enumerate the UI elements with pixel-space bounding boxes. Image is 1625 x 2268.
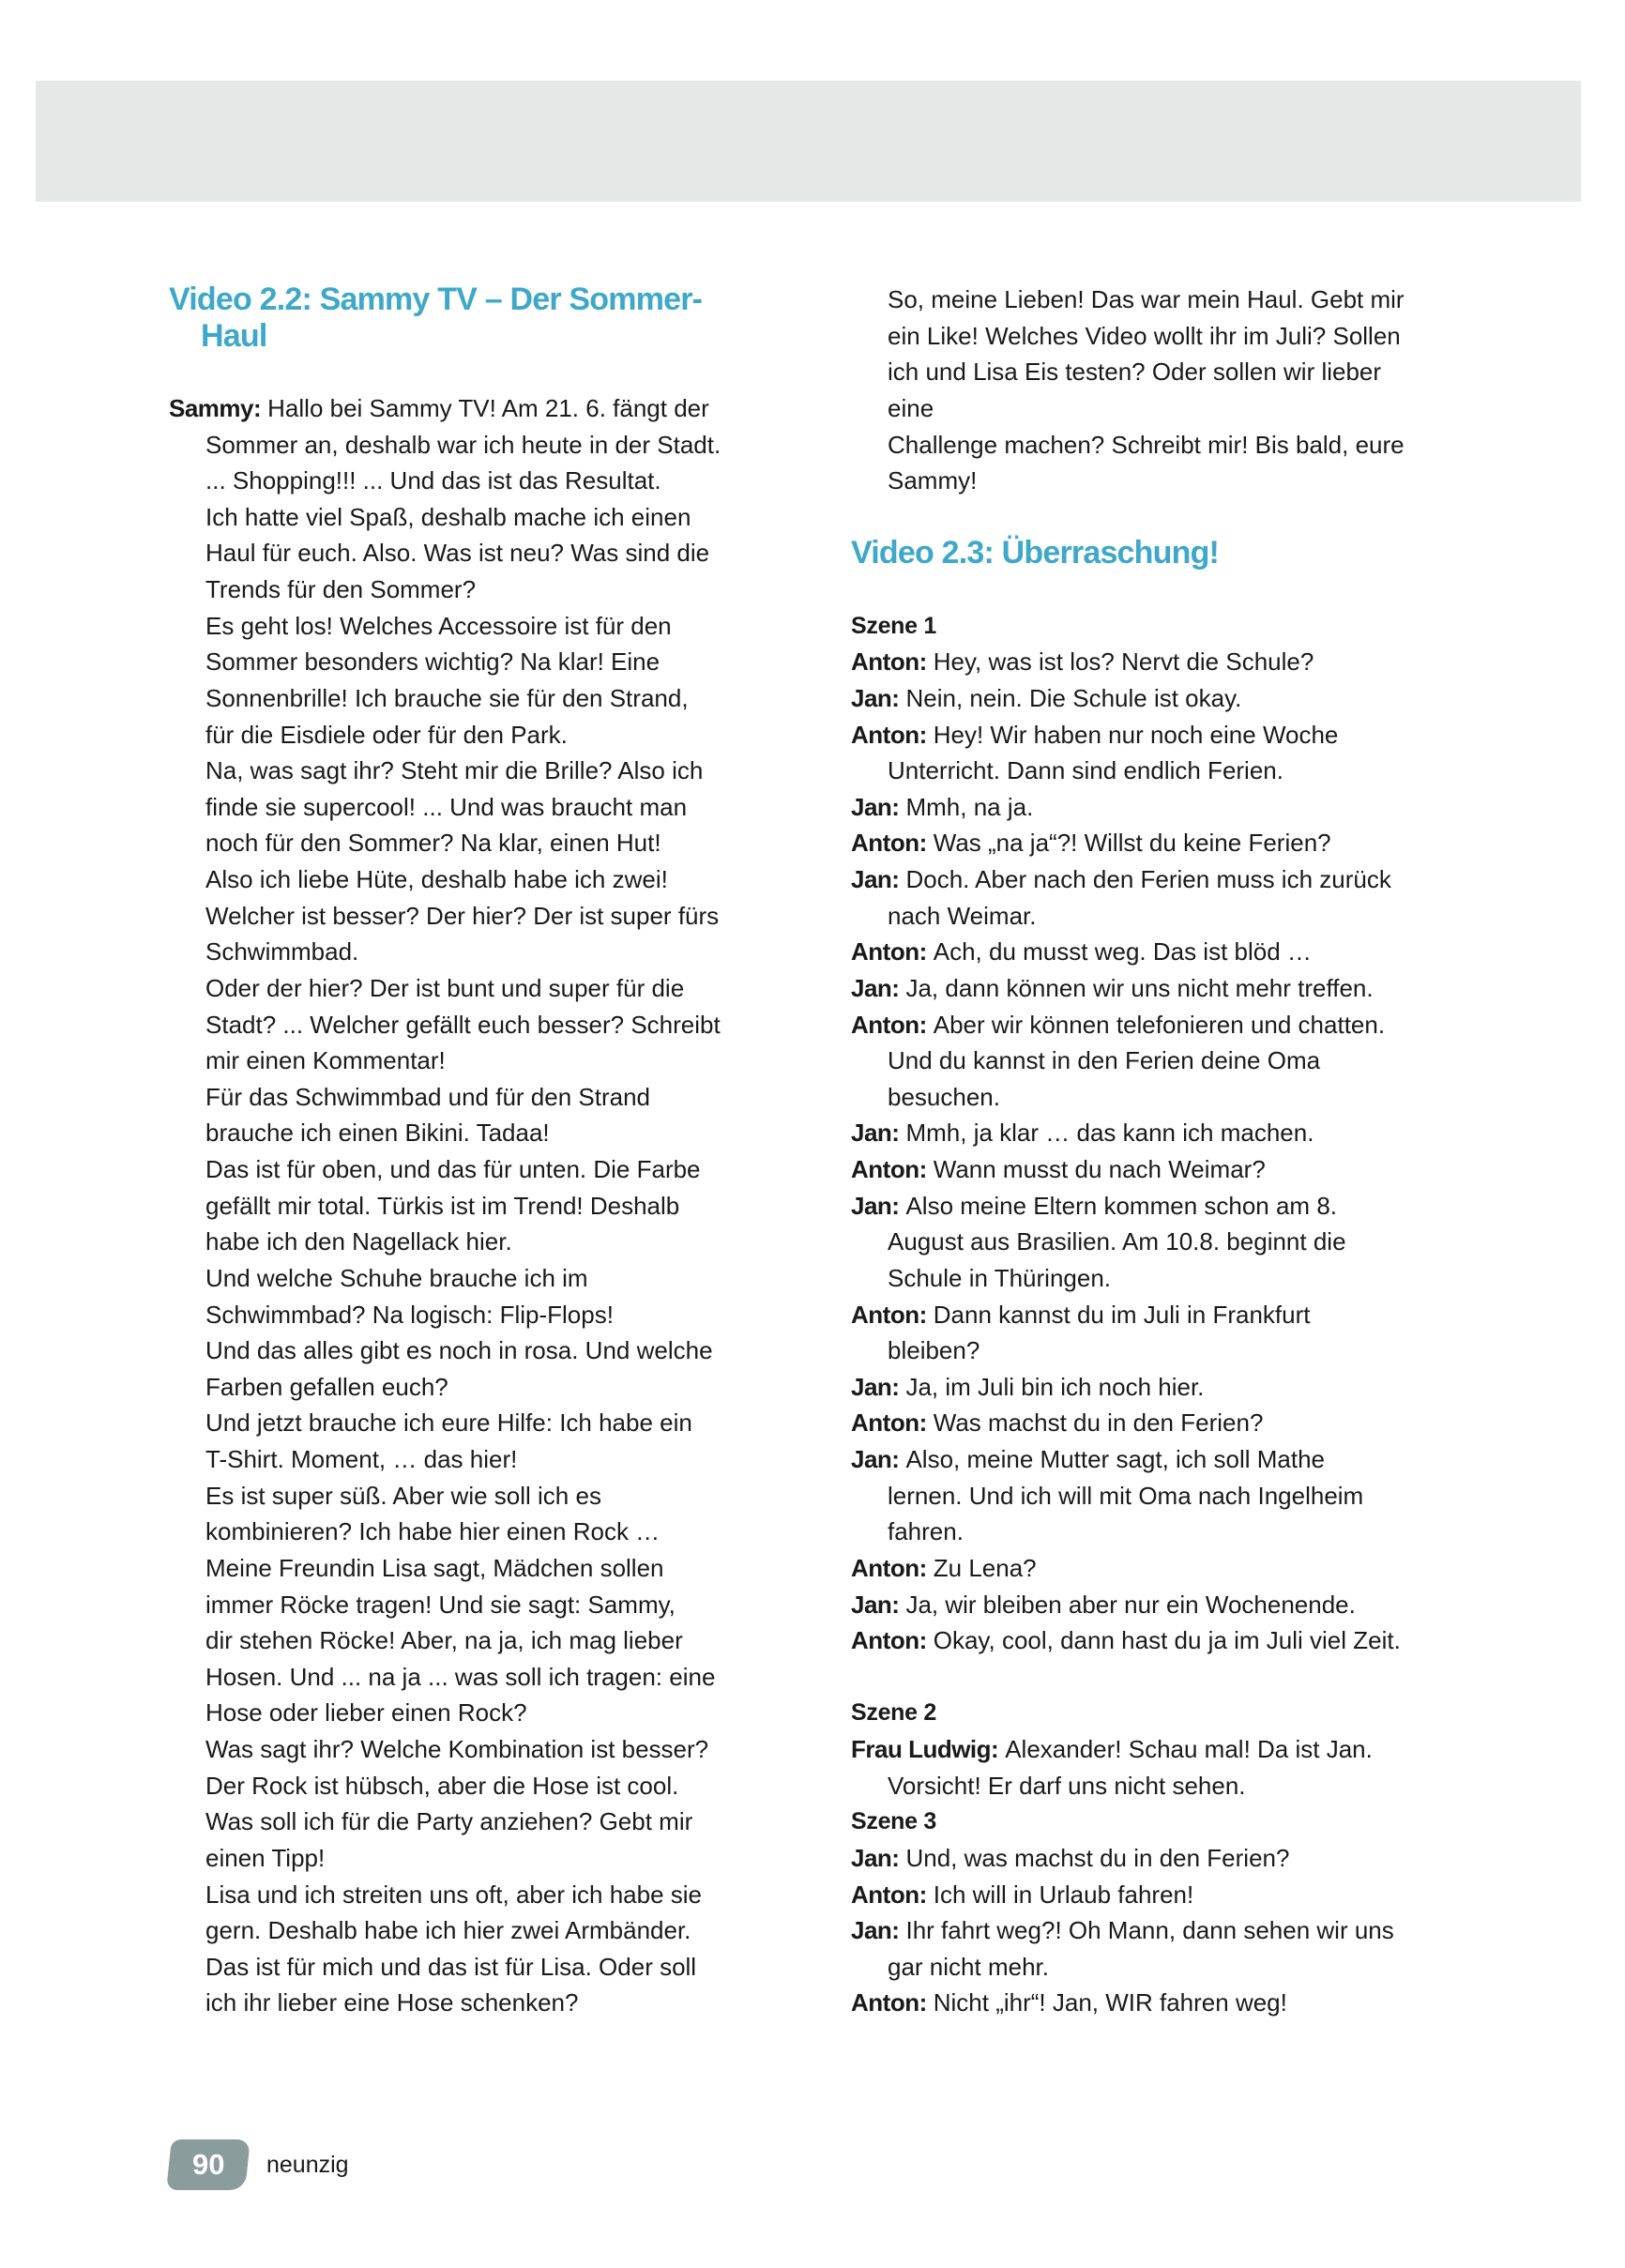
dialogue-line (851, 1622, 1470, 1659)
dialogue-line (851, 1151, 1470, 1188)
dialogue-text: noch für den Sommer? Na klar, einen Hut! (205, 829, 661, 858)
dialogue-line (851, 1550, 1470, 1587)
dialogue-line (169, 753, 788, 789)
dialogue-line (169, 1224, 788, 1260)
dialogue-line (169, 717, 788, 753)
dialogue-text: Es geht los! Welches Accessoire ist für den (205, 611, 672, 640)
dialogue-text: finde sie supercool! ... Und was braucht man (205, 792, 688, 821)
dialogue-line (851, 970, 1470, 1007)
dialogue-line (169, 789, 788, 826)
spacer (851, 571, 1470, 608)
dialogue-text: nach Weimar. (888, 901, 1037, 930)
dialogue-text: Challenge machen? Schreibt mir! Bis bald, eure (888, 430, 1405, 459)
dialogue-line (169, 898, 788, 935)
dialogue-line (851, 1877, 1470, 1913)
dialogue-text: gar nicht mehr. (888, 1952, 1049, 1981)
dialogue-line (169, 427, 788, 464)
dialogue-text: Hose oder lieber einen Rock? (205, 1698, 527, 1728)
dialogue-line (169, 1840, 788, 1877)
spacer (851, 499, 1470, 536)
dialogue-text: Wann musst du nach Weimar? (933, 1155, 1266, 1183)
section-heading-text: Video 2.3: Überraschung! (851, 535, 1220, 571)
dialogue-line (169, 1659, 788, 1696)
dialogue-line (169, 1695, 788, 1731)
speaker-name: Anton: (851, 1010, 927, 1039)
speaker-name: Jan: (851, 1372, 900, 1401)
dialogue-text: Das ist für mich und das ist für Lisa. Oder soll (205, 1952, 697, 1981)
dialogue-text: Was soll ich für die Party anziehen? Gebt mir (205, 1807, 693, 1836)
dialogue-text: Ach, du musst weg. Das ist blöd … (933, 937, 1312, 967)
dialogue-line (851, 1332, 1470, 1369)
speaker-name: Jan: (851, 865, 900, 893)
speaker-name: Anton: (851, 1553, 927, 1582)
dialogue-text: Was sagt ihr? Welche Kombination ist besser? (205, 1735, 709, 1763)
dialogue-line (851, 1224, 1470, 1260)
dialogue-text: Es ist super süß. Aber wie soll ich es (205, 1481, 601, 1510)
right-column (851, 282, 1470, 2021)
dialogue-text: Aber wir können telefonieren und chatten. (933, 1010, 1386, 1039)
dialogue-line (169, 571, 788, 608)
dialogue-line (851, 717, 1470, 753)
dialogue-line (169, 1079, 788, 1116)
dialogue-text: Und das alles gibt es noch in rosa. Und welche (205, 1336, 713, 1365)
dialogue-line (851, 463, 1470, 499)
dialogue-text: Also meine Eltern kommen schon am 8. (905, 1191, 1338, 1220)
scene-title (851, 608, 1470, 645)
dialogue-line (169, 1405, 788, 1441)
dialogue-text: Mmh, ja klar … das kann ich machen. (905, 1119, 1314, 1148)
dialogue-line (851, 1768, 1470, 1804)
dialogue-text: Zu Lena? (933, 1553, 1037, 1582)
dialogue-text: bleiben? (888, 1336, 980, 1365)
dialogue-text: ich und Lisa Eis testen? Oder sollen wir lieber (888, 358, 1382, 387)
dialogue-text: ein Like! Welches Video wollt ihr im Juli? Sollen (888, 321, 1401, 350)
dialogue-line (169, 1912, 788, 1949)
dialogue-line (851, 1985, 1470, 2021)
page-number-badge (166, 2139, 251, 2190)
dialogue-text: Oder der hier? Der ist bunt und super für die (205, 973, 685, 1002)
speaker-name: Sammy: (169, 393, 262, 422)
dialogue-line (851, 1840, 1470, 1877)
dialogue-text: Und, was machst du in den Ferien? (905, 1843, 1290, 1872)
speaker-name: Jan: (851, 1916, 900, 1945)
dialogue-text: Also, meine Mutter sagt, ich soll Mathe (905, 1445, 1325, 1473)
scene-title-text: Szene 2 (851, 1699, 937, 1727)
speaker-name: Anton: (851, 1880, 927, 1909)
dialogue-text: Ich hatte viel Spaß, deshalb mache ich einen (205, 502, 691, 531)
dialogue-text: Ihr fahrt weg?! Oh Mann, dann sehen wir uns (905, 1916, 1394, 1945)
dialogue-line (851, 1587, 1470, 1623)
dialogue-text: Okay, cool, dann hast du ja im Juli viel Zeit. (933, 1626, 1401, 1655)
dialogue-text: Ich will in Urlaub fahren! (933, 1880, 1194, 1909)
dialogue-text: Schwimmbad? Na logisch: Flip-Flops! (205, 1300, 614, 1329)
dialogue-text: Hey! Wir haben nur noch eine Woche (933, 720, 1339, 749)
page-number-word: neunzig (266, 2151, 349, 2178)
dialogue-line (169, 1877, 788, 1913)
dialogue-text: ... Shopping!!! ... Und das ist das Resultat. (205, 466, 661, 495)
dialogue-text: Sommer an, deshalb war ich heute in der Stadt. (205, 430, 721, 459)
dialogue-line (851, 1731, 1470, 1768)
speaker-name: Anton: (851, 1155, 927, 1183)
section-heading (851, 535, 1470, 571)
dialogue-line (851, 644, 1470, 680)
speaker-name: Anton: (851, 829, 927, 858)
dialogue-line (169, 1731, 788, 1768)
dialogue-line (169, 1441, 788, 1478)
dialogue-line (169, 1985, 788, 2021)
dialogue-line (169, 970, 788, 1007)
dialogue-text: Ja, wir bleiben aber nur ein Wochenende. (905, 1590, 1356, 1619)
dialogue-line (851, 282, 1470, 318)
dialogue-text: Welcher ist besser? Der hier? Der ist super fürs (205, 901, 720, 930)
dialogue-line (851, 1297, 1470, 1333)
dialogue-line (851, 1115, 1470, 1151)
section-heading-line (169, 318, 788, 355)
dialogue-line (169, 861, 788, 898)
dialogue-line (851, 898, 1470, 935)
speaker-name: Anton: (851, 720, 927, 749)
scene-title (851, 1695, 1470, 1731)
dialogue-text: ich ihr lieber eine Hose schenken? (205, 1988, 579, 2017)
dialogue-line (169, 1622, 788, 1659)
dialogue-text: Was „na ja“?! Willst du keine Ferien? (933, 829, 1331, 858)
scene-title-text: Szene 1 (851, 612, 937, 639)
page-number: 90 (191, 2148, 225, 2181)
dialogue-text: Mmh, na ja. (905, 792, 1034, 821)
dialogue-line (851, 1007, 1470, 1043)
dialogue-text: Farben gefallen euch? (205, 1372, 448, 1401)
dialogue-line (851, 1514, 1470, 1550)
speaker-name: Anton: (851, 1300, 927, 1329)
speaker-name: Jan: (851, 792, 900, 821)
dialogue-line (851, 1043, 1470, 1079)
dialogue-text: kombinieren? Ich habe hier einen Rock … (205, 1517, 661, 1546)
dialogue-text: Unterricht. Dann sind endlich Ferien. (888, 756, 1283, 785)
dialogue-line (851, 1260, 1470, 1297)
dialogue-line (851, 1369, 1470, 1406)
dialogue-text: Nicht „ihr“! Jan, WIR fahren weg! (933, 1988, 1287, 2017)
dialogue-line (851, 861, 1470, 898)
dialogue-line (851, 1079, 1470, 1116)
dialogue-line (169, 1804, 788, 1840)
dialogue-text: fahren. (888, 1517, 964, 1546)
dialogue-text: immer Röcke tragen! Und sie sagt: Sammy, (205, 1590, 676, 1619)
dialogue-text: besuchen. (888, 1082, 1000, 1111)
section-heading-text: Haul (201, 317, 267, 354)
dialogue-text: Haul für euch. Also. Was ist neu? Was sind die (205, 539, 710, 568)
section-heading-line (169, 282, 788, 318)
dialogue-text: Der Rock ist hübsch, aber die Hose ist cool. (205, 1771, 679, 1800)
dialogue-line (169, 463, 788, 499)
left-column (169, 282, 788, 2021)
dialogue-text: Trends für den Sommer? (205, 575, 477, 603)
dialogue-line (169, 1369, 788, 1406)
dialogue-text: Und du kannst in den Ferien deine Oma (888, 1046, 1321, 1075)
speaker-name: Anton: (851, 937, 927, 967)
dialogue-text: Sonnenbrille! Ich brauche sie für den Strand, (205, 683, 689, 712)
dialogue-line (851, 427, 1470, 464)
header-band (36, 81, 1581, 202)
dialogue-line (169, 499, 788, 536)
dialogue-line (169, 1550, 788, 1587)
dialogue-text: einen Tipp! (205, 1843, 326, 1872)
dialogue-line (169, 1514, 788, 1550)
dialogue-line (851, 680, 1470, 717)
dialogue-line (169, 1151, 788, 1188)
speaker-name: Jan: (851, 1119, 900, 1148)
speaker-name: Jan: (851, 973, 900, 1002)
scene-title-text: Szene 3 (851, 1808, 937, 1835)
speaker-name: Jan: (851, 683, 900, 712)
dialogue-text: für die Eisdiele oder für den Park. (205, 720, 568, 749)
dialogue-line (851, 1912, 1470, 1949)
dialogue-text: Das ist für oben, und das für unten. Die Farbe (205, 1155, 701, 1183)
dialogue-line (851, 825, 1470, 861)
dialogue-line (169, 1043, 788, 1079)
dialogue-line (851, 1188, 1470, 1225)
dialogue-line (169, 1188, 788, 1225)
dialogue-text: Nein, nein. Die Schule ist okay. (905, 683, 1242, 712)
dialogue-text: Hey, was ist los? Nervt die Schule? (933, 647, 1314, 677)
dialogue-text: Vorsicht! Er darf uns nicht sehen. (888, 1771, 1246, 1800)
dialogue-line (169, 1587, 788, 1623)
speaker-name: Jan: (851, 1191, 900, 1220)
scene-title (851, 1804, 1470, 1840)
dialogue-line (169, 644, 788, 680)
dialogue-text: Für das Schwimmbad und für den Strand (205, 1082, 651, 1111)
dialogue-text: Hosen. Und ... na ja ... was soll ich tragen: eine (205, 1662, 716, 1691)
dialogue-line (851, 753, 1470, 789)
dialogue-line (169, 535, 788, 571)
dialogue-text: eine (888, 393, 934, 422)
dialogue-line (851, 934, 1470, 970)
dialogue-text: Alexander! Schau mal! Da ist Jan. (1005, 1735, 1373, 1763)
dialogue-line (851, 1949, 1470, 1986)
dialogue-line (169, 608, 788, 645)
speaker-name: Frau Ludwig: (851, 1735, 999, 1763)
dialogue-text: Na, was sagt ihr? Steht mir die Brille? Also ich (205, 756, 704, 785)
dialogue-line (169, 1949, 788, 1986)
dialogue-line (169, 934, 788, 970)
page-footer (169, 2139, 349, 2190)
section-heading-text: Video 2.2: Sammy TV – Der Sommer- (169, 282, 703, 317)
speaker-name: Anton: (851, 1988, 927, 2017)
dialogue-text: Doch. Aber nach den Ferien muss ich zurück (905, 865, 1391, 893)
dialogue-text: dir stehen Röcke! Aber, na ja, ich mag lieber (205, 1626, 683, 1655)
dialogue-line (169, 825, 788, 861)
dialogue-text: Was machst du in den Ferien? (933, 1408, 1264, 1438)
dialogue-line (169, 1297, 788, 1333)
dialogue-text: Ja, im Juli bin ich noch hier. (905, 1372, 1205, 1401)
dialogue-text: Schule in Thüringen. (888, 1263, 1112, 1292)
dialogue-line (169, 390, 788, 427)
dialogue-text: Und jetzt brauche ich eure Hilfe: Ich habe ein (205, 1408, 692, 1438)
dialogue-text: Sommer besonders wichtig? Na klar! Eine (205, 647, 661, 677)
dialogue-line (851, 789, 1470, 826)
spacer (851, 1659, 1470, 1696)
dialogue-text: Stadt? ... Welcher gefällt euch besser? Schreibt (205, 1010, 721, 1039)
dialogue-text: Und welche Schuhe brauche ich im (205, 1263, 588, 1292)
dialogue-text: Lisa und ich streiten uns oft, aber ich habe sie (205, 1880, 702, 1909)
dialogue-text: Meine Freundin Lisa sagt, Mädchen sollen (205, 1553, 664, 1582)
dialogue-line (169, 1332, 788, 1369)
dialogue-line (169, 1007, 788, 1043)
dialogue-text: August aus Brasilien. Am 10.8. beginnt die (888, 1227, 1346, 1256)
dialogue-text: So, meine Lieben! Das war mein Haul. Gebt mir (888, 285, 1405, 313)
dialogue-text: gefällt mir total. Türkis ist im Trend! Deshalb (205, 1191, 680, 1220)
dialogue-text: Hallo bei Sammy TV! Am 21. 6. fängt der (267, 393, 709, 422)
dialogue-line (169, 1260, 788, 1297)
dialogue-line (851, 354, 1470, 390)
dialogue-text: Ja, dann können wir uns nicht mehr treffen. (905, 973, 1374, 1002)
dialogue-text: T-Shirt. Moment, … das hier! (205, 1445, 518, 1473)
speaker-name: Jan: (851, 1843, 900, 1872)
dialogue-line (851, 318, 1470, 355)
dialogue-line (851, 390, 1470, 427)
dialogue-line (169, 680, 788, 717)
speaker-name: Anton: (851, 1626, 927, 1655)
dialogue-text: Sammy! (888, 466, 978, 495)
dialogue-text: Also ich liebe Hüte, deshalb habe ich zwei! (205, 865, 668, 893)
dialogue-text: lernen. Und ich will mit Oma nach Ingelheim (888, 1481, 1364, 1510)
speaker-name: Jan: (851, 1445, 900, 1473)
dialogue-line (851, 1405, 1470, 1441)
dialogue-text: gern. Deshalb habe ich hier zwei Armbänder. (205, 1916, 691, 1945)
dialogue-text: Schwimmbad. (205, 937, 359, 967)
dialogue-line (851, 1478, 1470, 1515)
dialogue-line (169, 1115, 788, 1151)
speaker-name: Anton: (851, 1408, 927, 1438)
speaker-name: Anton: (851, 647, 927, 677)
dialogue-text: brauche ich einen Bikini. Tadaa! (205, 1119, 550, 1148)
speaker-name: Jan: (851, 1590, 900, 1619)
dialogue-line (169, 1478, 788, 1515)
spacer (169, 354, 788, 390)
dialogue-text: Dann kannst du im Juli in Frankfurt (933, 1300, 1311, 1329)
dialogue-text: mir einen Kommentar! (205, 1046, 446, 1075)
dialogue-line (851, 1441, 1470, 1478)
dialogue-text: habe ich den Nagellack hier. (205, 1227, 512, 1256)
dialogue-line (169, 1768, 788, 1804)
